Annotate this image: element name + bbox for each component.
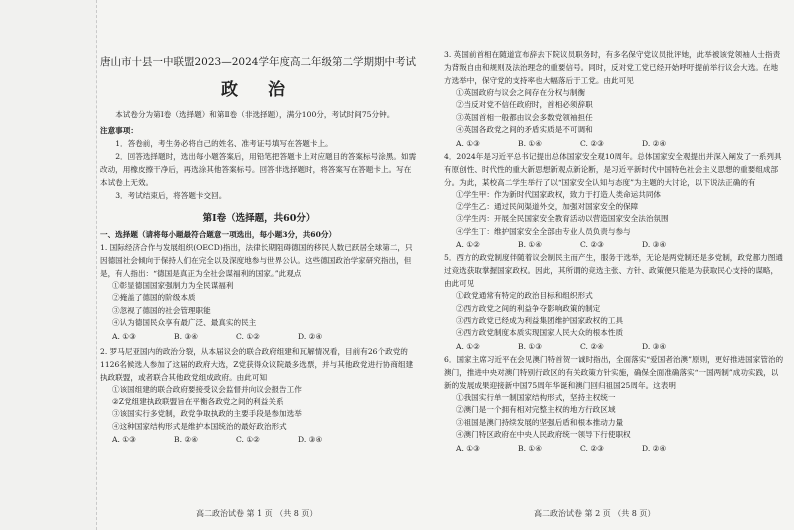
part-one-heading: 一、选择题（请将每小题最符合题意一项选出，每小题3分，共60分） <box>100 230 337 239</box>
q1-answer-b: B. ③④ <box>174 331 199 341</box>
q3-answer-d: D. ②④ <box>642 138 667 148</box>
q3-answer-a: A. ①③ <box>456 138 480 148</box>
q5-option: ③西方政党已经成为利益集团维护国家政权的工具 <box>456 316 624 326</box>
q5-option: ①政党通常有特定的政治目标和组织形式 <box>456 291 593 301</box>
q6-answer-b: B. ①④ <box>518 443 543 453</box>
q5-answers <box>444 340 784 353</box>
exam-intro: 本试卷分为第Ⅰ卷（选择题）和第Ⅱ卷（非选择题），满分100分，考试时间75分钟。 <box>115 110 395 119</box>
q3-option: ③英国首相一般都由议会多数党领袖担任 <box>456 112 593 122</box>
note-1: 1．答卷前，考生务必将自己的姓名、准考证号填写在答题卡上。 <box>115 139 333 148</box>
q6-answer-a: A. ①③ <box>456 443 480 453</box>
q6-option: ①我国实行单一制国家结构形式，坚持主权统一 <box>456 392 616 402</box>
q4-answer-c: C. ②③ <box>580 240 604 250</box>
q4-answer-b: B. ①④ <box>518 240 543 250</box>
q4-option: ③学生丙：开展全民国家安全教育活动以营造国家安全法治氛围 <box>456 214 669 224</box>
q2-answer-d: D. ③④ <box>298 435 323 445</box>
q1-answer-a: A. ①③ <box>112 331 136 341</box>
q4-option: ②学生乙：通过民间渠道外交，加强对国家安全的保障 <box>456 202 639 212</box>
q6-answer-c: C. ②③ <box>580 443 604 453</box>
q2-answers <box>100 433 418 446</box>
q5-option: ④西方政党制度本质实现国家人民大众的根本性质 <box>456 328 624 338</box>
q1-option: ②掩盖了德国的阶级本质 <box>112 293 196 303</box>
note-3: 3．考试结束后，将答题卡交回。 <box>115 191 227 200</box>
q3-option: ④英国各政党之间的矛盾实质是不可调和 <box>456 125 593 135</box>
q2-option: ②Z党组建执政联盟旨在平衡各政党之间的利益关系 <box>112 397 284 407</box>
q3-option: ①英国政府与议会之间存在分权与制衡 <box>456 88 586 97</box>
q6-option: ④澳门特区政府在中央人民政府统一领导下行使职权 <box>456 430 631 440</box>
q1-option: ③忽视了德国的社会管理职能 <box>112 305 211 315</box>
q2-answer-a: A. ①③ <box>112 435 136 445</box>
q6-option: ②澳门是一个拥有相对完整主权的地方行政区域 <box>456 405 616 415</box>
q4-option: ①学生甲：作为新时代国家政权，致力于打造人类命运共同体 <box>456 189 662 199</box>
binding-gutter <box>0 0 97 530</box>
q5-answer-b: B. ①③ <box>518 341 543 351</box>
q6-answers <box>444 442 784 455</box>
left-page <box>100 0 418 446</box>
page-1-footer: 高二政治试卷 第 1 页 （共 8 页） <box>196 509 318 518</box>
question-3: 3. 英国前首相在随道宣布辞去下院议员职务时，有多名保守党议员批评她，此举被该党领袖人士指责为背叛自由和规则及法治理念的重要信号。同时，反对党工党已经开始呼吁提前举行议会大选。在地方选举中，保守党的支持率也大幅落后于工党。由此可见 <box>444 50 781 85</box>
q2-option: ③该国实行多党制，政党争取执政的主要手段是参加选举 <box>112 409 302 419</box>
q1-answer-c: C. ①② <box>236 331 260 341</box>
question-2: 2. 罗马尼亚国内的政治分裂，从本届议会的联合政府组建和瓦解情况看，目前有26个政党的1126名候选人参加了这届的政府大选，Z党获得众议院最多选票，并与其他政党进行协商组建执政联盟，或者联合其他政党组成政府。由此可知 <box>100 346 414 382</box>
q6-option: ③祖国是澳门持续发展的坚强后盾和根本推动力量 <box>456 417 624 427</box>
q2-answer-c: C. ①② <box>236 435 260 445</box>
q3-answers <box>444 137 784 150</box>
page-2-footer: 高二政治试卷 第 2 页 （共 8 页） <box>534 509 656 518</box>
q1-answer-d: D. ②④ <box>298 331 323 341</box>
q3-answer-b: B. ①④ <box>518 138 543 148</box>
q2-option: ④这种国家结构形式是维护本国统治的最好政治形式 <box>112 421 287 431</box>
q4-option: ④学生丁：维护国家安全全部由专业人员负责与参与 <box>456 226 631 236</box>
q5-answer-c: C. ②④ <box>580 341 604 351</box>
question-5: 5．西方的政党制度伴随着议会制民主而产生，服务于选举，无论是两党制还是多党制，政党都力图通过竞选获取掌握国家政权。因此，其所谓的竞选主张、方针、政策便只能是为获取民心支持的谋略，由此可见 <box>444 253 783 289</box>
q1-answers <box>100 330 418 343</box>
q5-answer-d: D. ③④ <box>642 341 667 351</box>
q1-option: ①彰显德国国家强制力为全民谋福利 <box>112 281 234 290</box>
q3-option: ②当反对党不信任政府时，首相必须辞职 <box>456 100 593 110</box>
notes-title: 注意事项： <box>100 126 138 135</box>
q4-answers <box>444 238 784 251</box>
q5-answer-a: A. ①② <box>456 341 480 351</box>
q2-answer-b: B. ②④ <box>174 435 199 445</box>
section-heading: 第Ⅰ卷（选择题，共60分） <box>202 213 316 224</box>
q6-answer-d: D. ②④ <box>642 443 667 453</box>
note-2: 2．回答选择题时，选出每小题答案后，用铅笔把答题卡上对应题目的答案标号涂黑。如需改动，用橡皮擦干净后，再选涂其他答案标号。回答非选择题时，将答案写在答题卡上。写在本试卷上无效。 <box>100 152 417 187</box>
q3-answer-c: C. ②③ <box>580 138 604 148</box>
q1-option: ④认为德国民众享有最广泛、最真实的民主 <box>112 318 257 328</box>
q4-answer-d: D. ③④ <box>642 240 667 250</box>
right-page <box>444 0 784 455</box>
question-4: 4．2024年是习近平总书记提出总体国家安全观10周年。总体国家安全观提出并深入阐发了一系列具有原创性、时代性的重大新思想新观点新论断，是习近平新时代中国特色社会主义思想的重要组成部分。为此，某校高二学生举行了以“国家安全认知与态度”为主题的大讨论，以下说法正确的有 <box>444 151 782 187</box>
question-1: 1. 国际经济合作与发展组织(OECD)指出，法律长期阻碍德国的移民人数已跃居全球第二，只因德国社会倾向于保持人们在完全以及深度地参与世界公认。这些德国政治学家研究指出，但是，有人指出：“德国是真正为全社会谋福利的国家。”此观点 <box>100 243 413 278</box>
q2-option: ①该国组建的联合政府要接受议会监督并向议会报告工作 <box>112 384 302 394</box>
exam-title: 唐山市十县一中联盟2023—2024学年度高二年级第二学期期中考试 <box>100 56 416 68</box>
subject-heading: 政 治 <box>221 80 297 100</box>
question-6: 6．国家主席习近平在会见澳门特首贺一诚时指出，全面落实“爱国者治澳”原则，更好推进国家管治的澳门，推进中央对澳门特别行政区的有关政策方针实施，确保全面准确落实“一国两制”成功实践，以新的发展成果迎接新中国75周年华诞和澳门回归祖国25周年。这表明 <box>444 354 784 390</box>
q4-answer-a: A. ①② <box>456 240 480 250</box>
q5-option: ②西方政党之间的利益争夺影响政策的制定 <box>456 303 601 313</box>
